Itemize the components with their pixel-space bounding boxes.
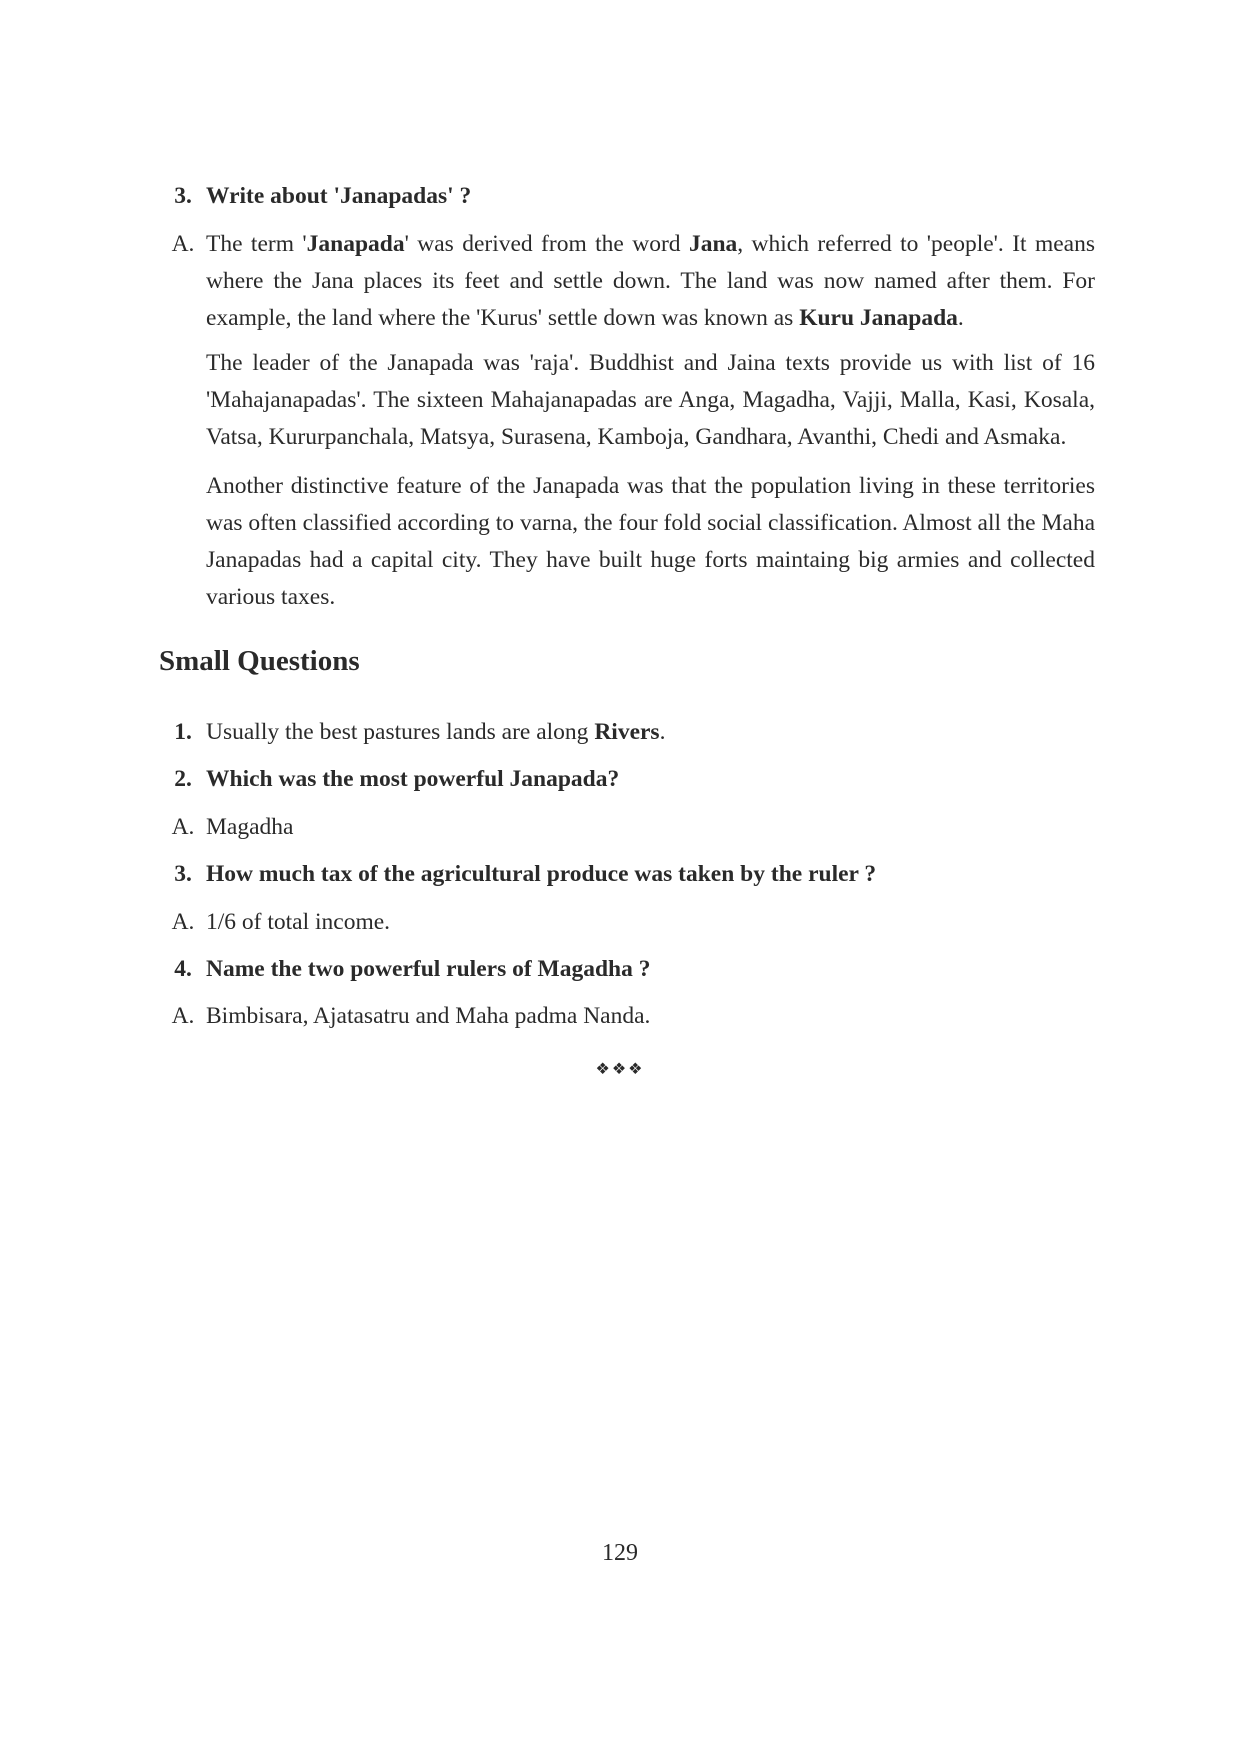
answer-marker: A. [171,909,195,935]
question-text: How much tax of the agricultural produce was taken by the ruler ? [206,861,877,887]
answer-text [206,226,1095,337]
question-text: Which was the most powerful Janapada? [206,766,620,792]
question-text: Write about 'Janapadas' ? [206,183,472,209]
answer-3-paragraph-2 [160,345,1095,460]
bold-term: Janapada [306,231,405,257]
page-number: 129 [602,1540,638,1566]
answer-3-paragraph-1 [160,226,1095,341]
answer-marker: A. [171,231,195,257]
paragraph-text: Another distinctive feature of the Janapada was that the population living in these territories was often classified according to varna, the four fold social classification. Almost all the Maha Janapadas had a capital city. They have built huge forts maintaing big armies and collected various taxes. [206,473,1095,610]
paragraph-text: The leader of the Janapada was 'raja'. Buddhist and Jaina texts provide us with list of 16 'Mahajanapadas'. The sixteen Mahajanapadas are Anga, Magadha, Vajji, Malla, Kasi, Kosala, Vatsa, Kururpanchala, Matsya, Surasena, Kamboja, Gandhara, Avanthi, Chedi and Asmaka. [206,350,1095,450]
bold-term: Jana [688,231,738,257]
answer-text: 1/6 of total income. [206,909,391,935]
question-number: 4. [174,956,192,982]
question-number: 1. [174,719,192,745]
bold-term: Rivers [594,719,660,745]
statement-text [206,714,1095,751]
text-run: ' was derived from the word [404,231,689,257]
text-run: The term ' [206,231,307,257]
answer-marker: A. [171,1003,195,1029]
section-heading: Small Questions [159,645,360,677]
question-number: 2. [174,766,192,792]
answer-text: Bimbisara, Ajatasatru and Maha padma Nanda. [206,1003,651,1029]
text-run: . [957,305,964,331]
text-run: , which referred to 'people'. It means where the Jana places its feet and settle down. The land was now named after them. For example, the land where the 'Kurus' settle down was known as [206,231,1095,331]
answer-3-paragraph-3 [160,468,1095,618]
text-run: . [659,719,666,745]
question-number: 3. [174,861,192,887]
bold-term: Kuru Janapada [799,305,958,331]
question-number: 3. [174,183,192,209]
question-text: Name the two powerful rulers of Magadha ? [206,956,651,982]
text-run: Usually the best pastures lands are along [206,719,595,745]
answer-marker: A. [171,814,195,840]
end-ornament: ❖❖❖ [595,1061,645,1078]
answer-text: Magadha [206,814,294,840]
